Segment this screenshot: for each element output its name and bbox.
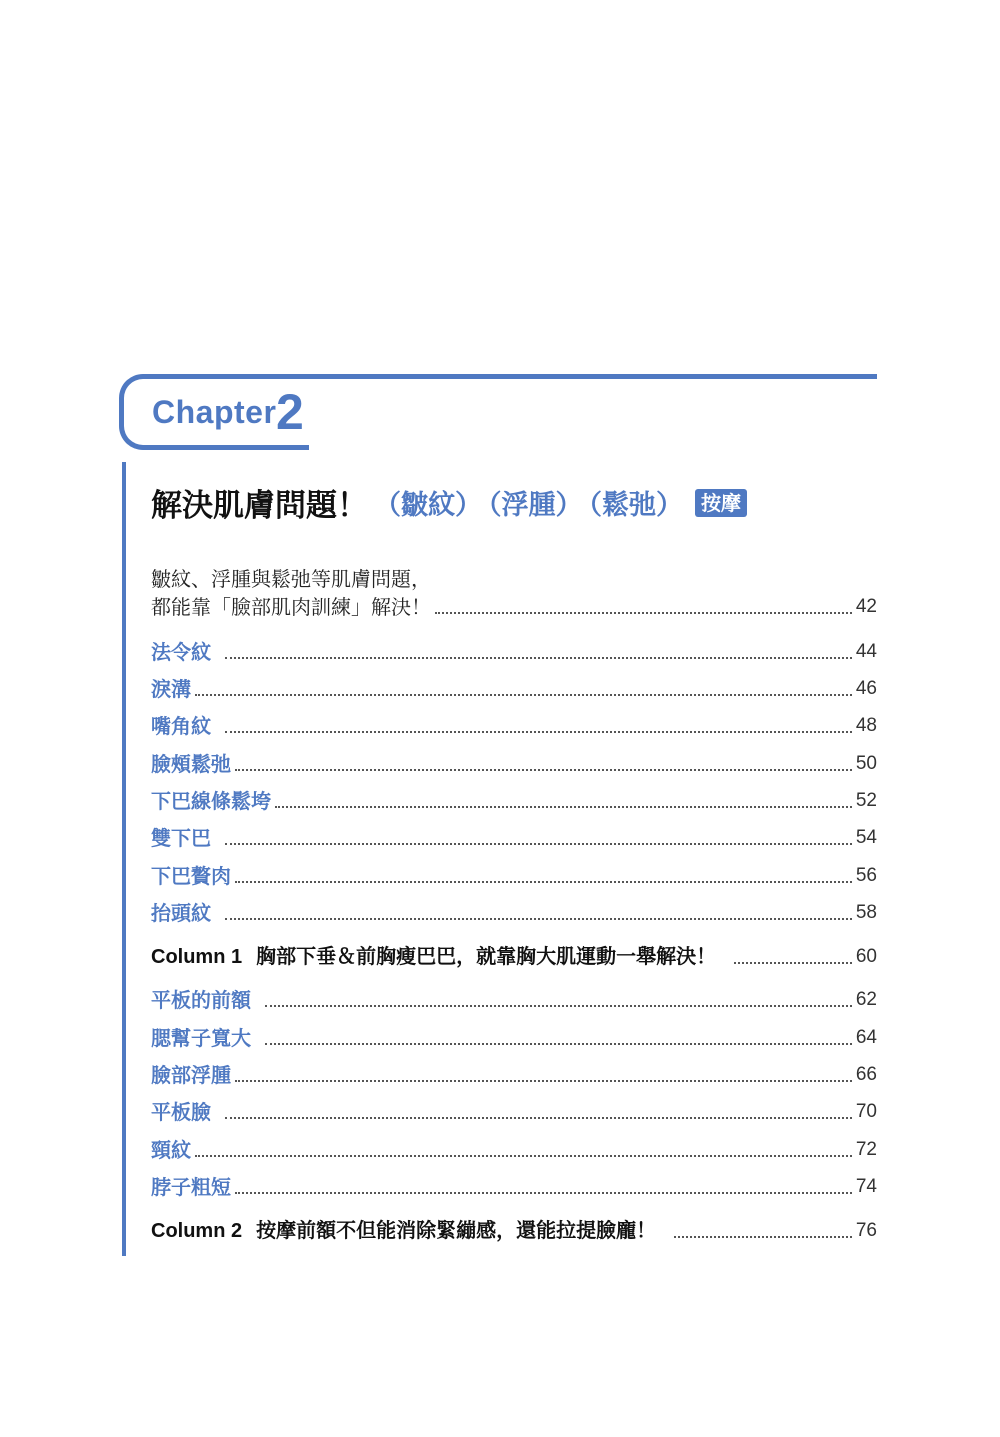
toc-entry[interactable]: [151, 1136, 877, 1164]
column-tag: Column 2: [151, 1220, 243, 1242]
toc-entry[interactable]: [151, 675, 877, 703]
page-number: 62: [855, 989, 877, 1010]
dot-leader: [195, 1155, 852, 1157]
intro-line-1: 皺紋、浮腫與鬆弛等肌膚問題，: [151, 567, 431, 591]
dot-leader: [265, 1043, 852, 1045]
toc-label: 抬頭紋: [151, 901, 211, 925]
column-title: 按摩前額不但能消除緊繃感，還能拉提臉龐！: [256, 1218, 657, 1242]
toc-entry[interactable]: [151, 1173, 877, 1201]
page-number: 42: [855, 596, 877, 617]
dot-leader: [435, 612, 852, 614]
page-number: 50: [855, 753, 877, 774]
toc-entry[interactable]: [151, 899, 877, 927]
toc-label: [151, 1216, 656, 1245]
chapter-title: [151, 480, 747, 525]
dot-leader: [225, 1117, 852, 1119]
page-number: 66: [855, 1064, 877, 1085]
column-title: 胸部下垂＆前胸瘦巴巴，就靠胸大肌運動一舉解決！: [256, 944, 717, 968]
toc-label: 脖子粗短: [151, 1175, 231, 1199]
page-number: 52: [855, 790, 877, 811]
toc-entry[interactable]: [151, 712, 877, 740]
dot-leader: [235, 1192, 852, 1194]
page-number: 60: [855, 946, 877, 967]
title-tag-wrinkles: （皺紋）: [374, 490, 482, 521]
toc-label: 下巴贅肉: [151, 864, 231, 888]
toc-label: 淚溝: [151, 677, 191, 701]
dot-leader: [674, 1236, 852, 1238]
page-number: 44: [855, 641, 877, 662]
page-number: 76: [855, 1220, 877, 1241]
toc-label: 腮幫子寬大: [151, 1026, 251, 1050]
side-rule: [122, 462, 126, 1256]
toc-label: 平板臉: [151, 1100, 211, 1124]
toc-entry[interactable]: [151, 824, 877, 852]
toc-label: 臉頰鬆弛: [151, 752, 231, 776]
page-number: 70: [855, 1101, 877, 1122]
dot-leader: [195, 694, 852, 696]
page-number: 64: [855, 1027, 877, 1048]
toc-entry[interactable]: [151, 787, 877, 815]
toc-label: 下巴線條鬆垮: [151, 789, 271, 813]
chapter-label: Chapter: [152, 394, 277, 430]
page-number: 54: [855, 827, 877, 848]
page-number: 56: [855, 865, 877, 886]
toc-entry[interactable]: [151, 862, 877, 890]
toc-label: 法令紋: [151, 640, 211, 664]
dot-leader: [225, 731, 852, 733]
dot-leader: [235, 769, 852, 771]
toc-entry-column-2[interactable]: [151, 1217, 877, 1245]
toc-label: 都能靠「臉部肌肉訓練」解決！: [151, 595, 431, 619]
toc-entry-column-1[interactable]: [151, 943, 877, 971]
page-number: 46: [855, 678, 877, 699]
toc-label: 臉部浮腫: [151, 1063, 231, 1087]
toc-label: 雙下巴: [151, 826, 211, 850]
toc-label: 嘴角紋: [151, 714, 211, 738]
chapter-number: 2: [276, 384, 304, 440]
title-badge: 按摩: [695, 489, 747, 517]
toc-entry[interactable]: [151, 1098, 877, 1126]
page-number: 48: [855, 715, 877, 736]
dot-leader: [225, 918, 852, 920]
dot-leader: [225, 843, 852, 845]
toc-label: 平板的前額: [151, 988, 251, 1012]
dot-leader: [225, 657, 852, 659]
toc-label: [151, 942, 716, 971]
dot-leader: [275, 806, 852, 808]
toc-entry[interactable]: [151, 986, 877, 1014]
page-number: 74: [855, 1176, 877, 1197]
toc-entry[interactable]: [151, 1061, 877, 1089]
title-tag-sagging: （鬆弛）: [588, 490, 683, 521]
toc-label: 頸紋: [151, 1138, 191, 1162]
page-number: 58: [855, 902, 877, 923]
column-tag: Column 1: [151, 946, 243, 968]
toc-entry[interactable]: [151, 638, 877, 666]
dot-leader: [235, 881, 852, 883]
title-tag-swelling: （浮腫）: [488, 490, 583, 521]
toc-entry-intro[interactable]: [151, 593, 877, 621]
title-main: 解決肌膚問題！: [151, 488, 368, 524]
dot-leader: [734, 962, 852, 964]
toc-entry[interactable]: [151, 750, 877, 778]
dot-leader: [235, 1080, 852, 1082]
toc-entry[interactable]: [151, 1024, 877, 1052]
dot-leader: [265, 1005, 852, 1007]
page-number: 72: [855, 1139, 877, 1160]
